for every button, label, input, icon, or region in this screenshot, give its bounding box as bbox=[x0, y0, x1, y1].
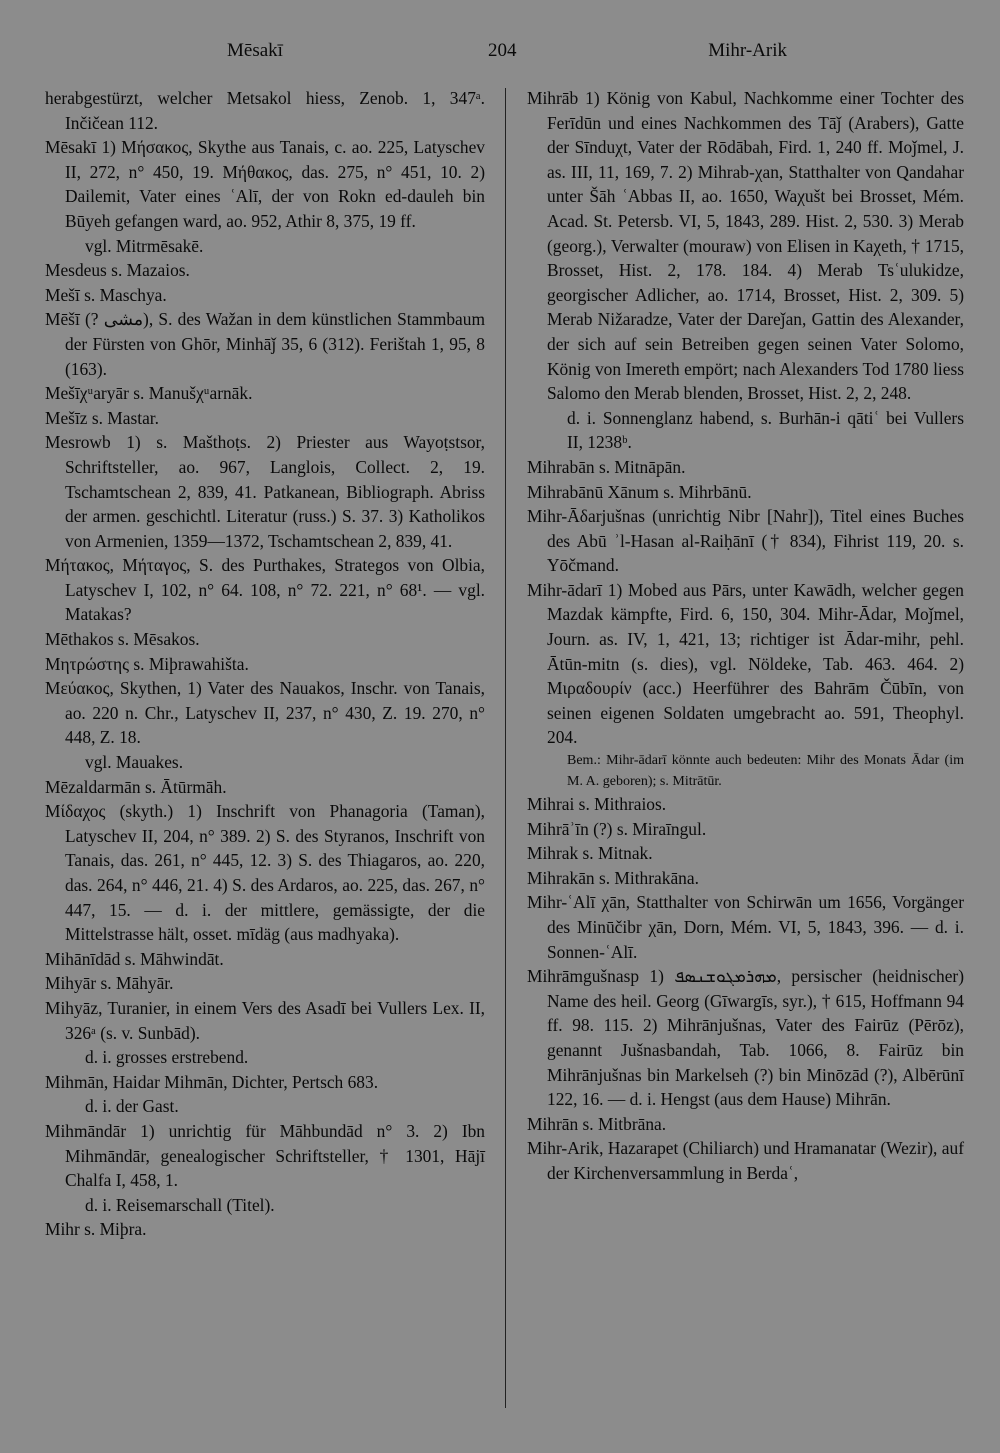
entry: Mihrāb 1) König von Kabul, Nachkomme einer Tochter des Ferīdūn und eines Nachkommen des Tāǰ (Arabers), Gatte der Sīnduχt, Vater der Rōdābah, Fird. 1, 240 ff. Moǰmel, J. as. III, 11, 169, 7. 2) Mihrab-χan, Statthalter von Qandahar unter Šāh ʿAbbas II, ao. 1650, Waχušt bei Brosset, Mém. Acad. St. Petersb. VI, 5, 1843, 289. Hist. 2, 530. 3) Merab (georg.), Verwalter (mouraw) von Elisen in Kaχeth, † 1715, Brosset, Hist. 2, 178. 184. 4) Merab Tsʿulukidze, georgischer Adlicher, ao. 1714, Brosset, Hist. 2, 309. 5) Merab Nižaradze, Vater der Dareǰan, Gattin des Alexander, der sich auf sein Betreiben gegen seinen Vater Solomo, König von Imereth empört; nach Alexanders Tod 1780 liess Salomo den Merab blenden, Brosset, Hist. 2, 2, 248. bbox=[527, 88, 964, 404]
entry: Mesrowb 1) s. Mašthoṭs. 2) Priester aus Wayoṭstsor, Schriftsteller, ao. 967, Langlois, Collect. 2, 19. Tschamtschean 2, 839, 41. Patkanean, Bibliograph. Abriss der armen. geschichtl. Literatur (russ.) S. 37. 3) Katholikos von Armenien, 1359—1372, Tschamtschean 2, 839, 41. bbox=[45, 432, 485, 551]
entry: Mēšī (? مشی), S. des Wažan in dem künstlichen Stammbaum der Fürsten von Ghōr, Minhāǰ 35, 6 (312). Ferištah 1, 95, 8 (163). bbox=[45, 309, 485, 379]
entry: Mesdeus s. Mazaios. bbox=[45, 260, 190, 281]
column-divider bbox=[505, 88, 506, 1408]
entry: Mešīz s. Mastar. bbox=[45, 407, 159, 428]
entry: Mihrak s. Mitnak. bbox=[527, 843, 653, 864]
entry: Μίδαχος (skyth.) 1) Inschrift von Phanagoria (Taman), Latyschev II, 204, n° 389. 2) S. des Styranos, Inschrift von Tanais, das. 261, n° 445, 12. 3) S. des Thiagaros, ao. 220, das. 264, n° 446, 21. 4) S. des Ardaros, ao. 225, das. 267, n° 447, 15. — d. i. der mittlere, gemässigte, der die Mittelstrasse hält, osset. mīdäg (aus madhyaka). bbox=[45, 801, 485, 945]
entry: Mihr-ʿAlī χān, Statthalter von Schirwān um 1656, Vorgänger des Minūčibr χān, Dorn, Mém. VI, 5, 1843, 396. — d. i. Sonnen-ʿAlī. bbox=[527, 892, 964, 962]
entry-note: d. i. Sonnenglanz habend, s. Burhān-i qātiʿ bei Vullers II, 1238ᵇ. bbox=[567, 407, 964, 453]
entry: Mihānīdād s. Māhwindāt. bbox=[45, 948, 224, 969]
entry: Mihyāz, Turanier, in einem Vers des Asadī bei Vullers Lex. II, 326ᵃ (s. v. Sunbād). bbox=[45, 997, 485, 1043]
entry-note: d. i. Reisemarschall (Titel). bbox=[85, 1194, 275, 1215]
entry: Mihrai s. Mithraios. bbox=[527, 794, 667, 815]
entry: Mihr-Arik, Hazarapet (Chiliarch) und Hramanatar (Wezir), auf der Kirchenversammlung in Berdaʿ, bbox=[527, 1138, 964, 1183]
entry: Mihrabānū Xānum s. Mihrbānū. bbox=[527, 481, 752, 502]
entry: Μήτακος, Μήταγος, S. des Purthakes, Strategos von Olbia, Latyschev I, 102, n° 64. 108, n° 72. 221, n° 68¹. — vgl. Matakas? bbox=[45, 555, 485, 625]
entry: Mēsakī 1) Μήσακος, Skythe aus Tanais, c. ao. 225, Latyschev II, 272, n° 450, 19. Μήθακος, das. 275, n° 451, 10. 2) Dailemit, Vater eines ʿAlī, der von Rokn ed-dauleh bin Būyeh gefangen ward, ao. 952, Athir 8, 375, 19 ff. bbox=[45, 137, 485, 231]
entry: Mihrān s. Mitbrāna. bbox=[527, 1113, 667, 1134]
entry: Mihrabān s. Mitnāpān. bbox=[527, 456, 686, 477]
entry: Mihyār s. Māhyār. bbox=[45, 973, 174, 994]
entry: Μεύακος, Skythen, 1) Vater des Nauakos, Inschr. von Tanais, ao. 220 n. Chr., Latyschev II, 237, n° 430, Z. 19. 270, n° 448, Z. 18. bbox=[45, 678, 485, 748]
entry: Mēthakos s. Mēsakos. bbox=[45, 629, 200, 650]
header-left-headword: Mēsakī bbox=[227, 40, 283, 61]
entry: Μητρώστης s. Miþrawahišta. bbox=[45, 653, 249, 674]
entry-note: d. i. der Gast. bbox=[85, 1096, 179, 1117]
entry: Mihmāndār 1) unrichtig für Māhbundād n° 3. 2) Ibn Mihmāndār, genealogischer Schriftsteller, † 1301, Hājī Chalfa I, 458, 1. bbox=[45, 1120, 485, 1191]
page-number: 204 bbox=[488, 40, 517, 61]
entry: Mihmān, Haidar Mihmān, Dichter, Pertsch 683. bbox=[45, 1071, 379, 1092]
entry: Mihrāʾīn (?) s. Miraīngul. bbox=[527, 818, 707, 839]
entry-note: vgl. Mitrmēsakē. bbox=[85, 235, 204, 256]
entry: Mešīχᵘaryār s. Manušχᵘarnāk. bbox=[45, 383, 253, 404]
entry: Mihr-Āδarjušnas (unrichtig Nibr [Nahr]), Titel eines Buches des Abū ʾl-Hasan al-Raiḥānī († 834), Fihrist 119, 20. s. Yōčmand. bbox=[527, 506, 964, 576]
page-header bbox=[45, 40, 960, 70]
entry: Mihr-ādarī 1) Mobed aus Pārs, unter Kawādh, welcher gegen Mazdak kämpfte, Fird. 6, 150, 304. Mihr-Ādar, Moǰmel, Journ. as. IV, 1, 421, 13; richtiger ist Ādar-mihr, pehl. Ātūn-mitn (s. dies), vgl. Nöldeke, Tab. 463. 464. 2) Μιραδουρίν (acc.) Heerführer des Bahrām Čūbīn, von seinen eigenen Soldaten umgebracht ao. 591, Theophyl. 204. bbox=[527, 579, 964, 748]
entry: herabgestürzt, welcher Metsakol hiess, Zenob. 1, 347ᵃ. Inčičean 112. bbox=[45, 88, 485, 133]
entry: Mēzaldarmān s. Ātūrmāh. bbox=[45, 776, 227, 797]
entry-note: vgl. Mauakes. bbox=[85, 752, 184, 773]
entry: Mihrakān s. Mithrakāna. bbox=[527, 867, 699, 888]
entry-note: d. i. grosses erstrebend. bbox=[85, 1047, 249, 1068]
entry: Mešī s. Maschya. bbox=[45, 284, 167, 305]
entry: Mihrāmgušnasp 1) ܡܗܪܡܓܘܫܢܣܦ, persischer (heidnischer) Name des heil. Georg (Gīwargīs, syr.), † 615, Hoffmann 94 ff. 98. 115. 2) Mihrānjušnas, Vater des Fairūz (Pērōz), genannt Jušnasbandah, Tab. 1066, 8. Fairūz bin Mihrānjušnas bin Markelseh (?) bin Minōzād (?), Albērūnī 122, 16. — d. i. Hengst (aus dem Hause) Mihrān. bbox=[527, 966, 964, 1110]
left-column bbox=[45, 86, 485, 1242]
header-right-headword: Mihr-Arik bbox=[708, 40, 787, 61]
entry-remark: Bem.: Mihr-ādarī könnte auch bedeuten: Mihr des Monats Ādar (im M. A. geboren); s. Mitrātūr. bbox=[567, 753, 964, 790]
entry: Mihr s. Miþra. bbox=[45, 1219, 147, 1240]
right-column bbox=[527, 86, 964, 1186]
